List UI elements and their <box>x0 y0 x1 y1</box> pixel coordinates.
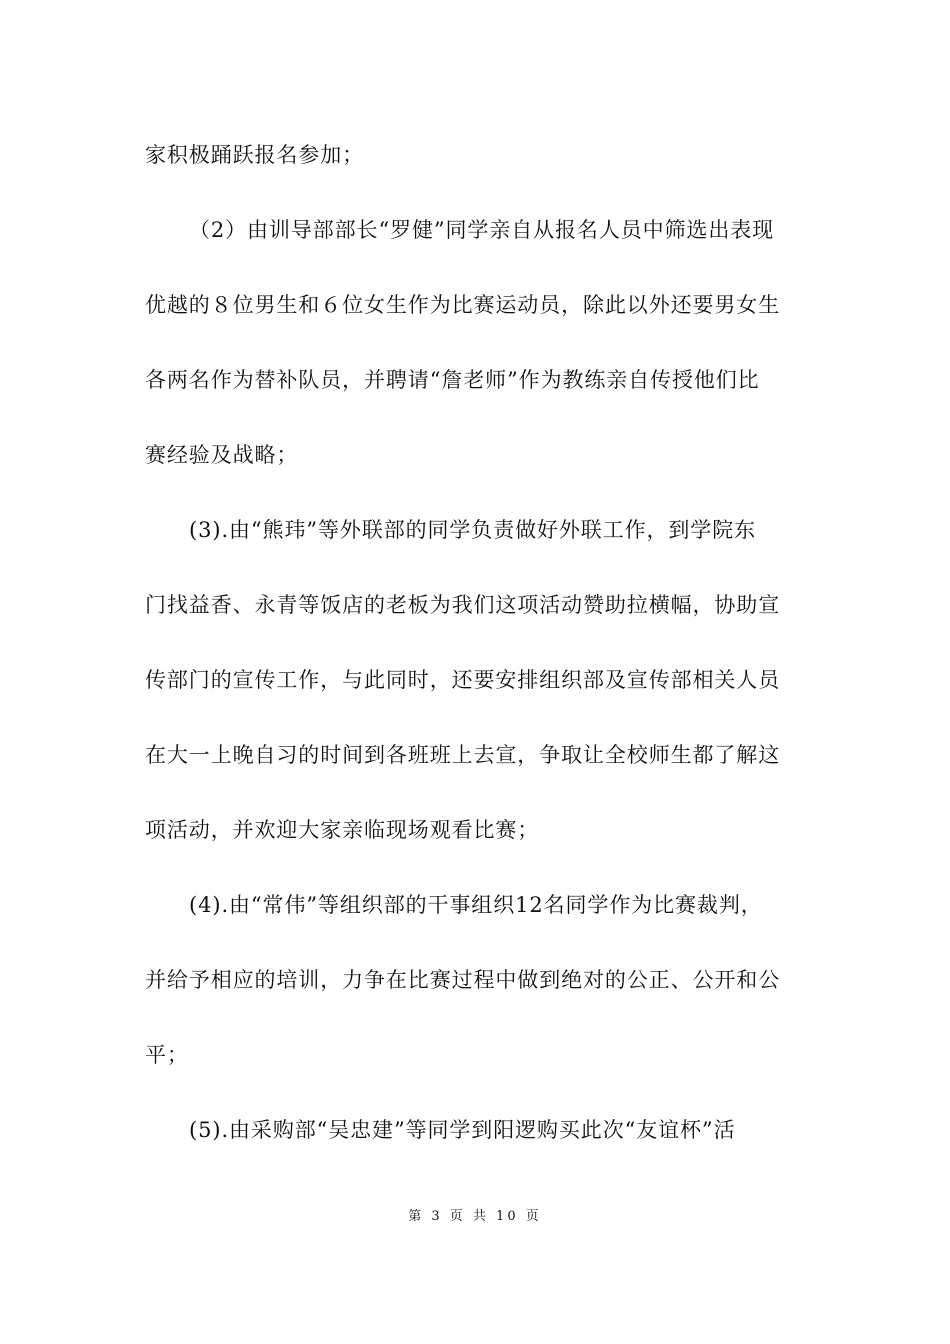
text-line: 平； <box>145 1043 189 1067</box>
text-line: 优越的８位男生和６位女生作为比赛运动员，除此以外还要男女生 <box>145 293 781 317</box>
text-line: 各两名作为替补队员，并聘请“詹老师”作为教练亲自传授他们比 <box>145 368 760 392</box>
text-line: 门找益香、永青等饭店的老板为我们这项活动赞助拉横幅，协助宣 <box>145 593 781 617</box>
text-line: 传部门的宣传工作，与此同时，还要安排组织部及宣传部相关人员 <box>145 668 781 692</box>
text-line: (3).由“熊玮”等外联部的同学负责做好外联工作，到学院东 <box>189 518 756 542</box>
text-line: 项活动，并欢迎大家亲临现场观看比赛； <box>145 818 540 842</box>
text-line: （2）由训导部部长“罗健”同学亲自从报名人员中筛选出表现 <box>189 218 775 242</box>
text-line: 并给予相应的培训，力争在比赛过程中做到绝对的公正、公开和公 <box>145 968 781 992</box>
text-line: 赛经验及战略； <box>145 443 299 467</box>
text-line: (5).由采购部“吴忠建”等同学到阳逻购买此次“友谊杯”活 <box>189 1118 736 1142</box>
text-line: 在大一上晚自习的时间到各班班上去宣，争取让全校师生都了解这 <box>145 743 781 767</box>
page-number-footer: 第 3 页 共 10 页 <box>408 1209 542 1224</box>
text-line: 家积极踊跃报名参加； <box>145 143 364 167</box>
text-line: (4).由“常伟”等组织部的干事组织12名同学作为比赛裁判， <box>189 893 763 917</box>
